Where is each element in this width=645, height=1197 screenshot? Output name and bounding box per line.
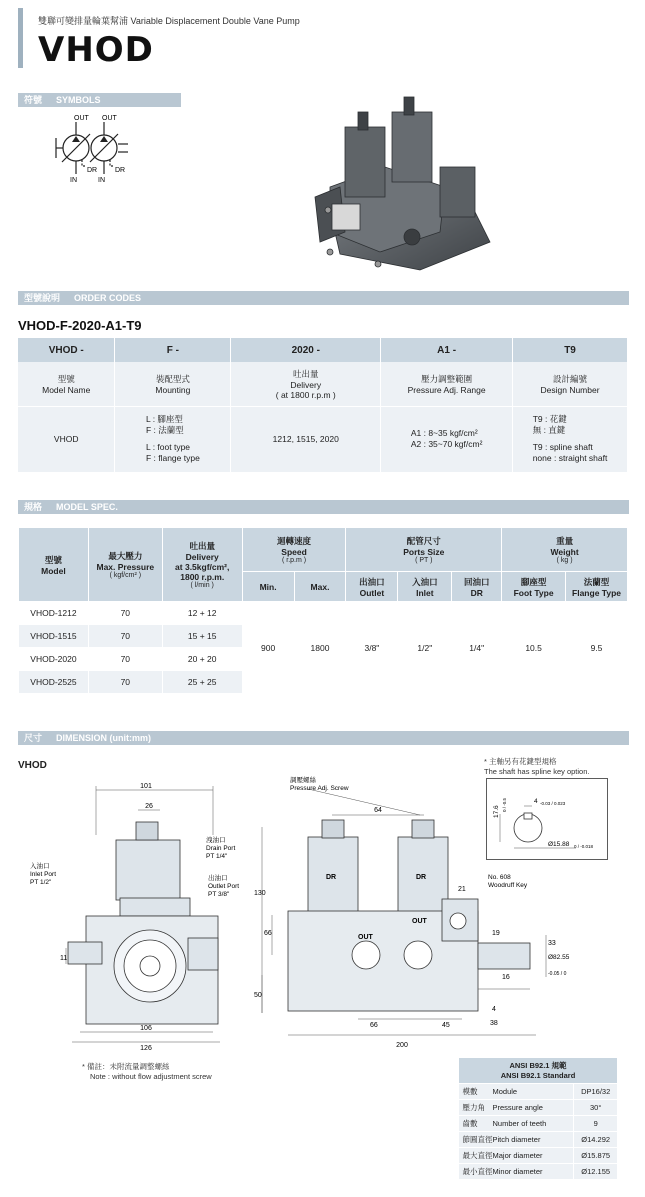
spec-h-outlet-en: Outlet — [359, 587, 385, 598]
spec-weight-foot: 10.5 — [502, 602, 566, 694]
symbol-in-2: IN — [98, 177, 105, 184]
front-outlet-pt: PT 3/8" — [208, 891, 230, 898]
shaft-dim-176-tol: 0 / -0.5 — [502, 797, 507, 812]
section-symbols-zh: 符號 — [24, 95, 43, 105]
spec-h-speed — [242, 528, 346, 572]
spec-h-pressure — [88, 528, 162, 602]
spec-model: VHOD-1515 — [19, 625, 89, 648]
side-out-1: OUT — [358, 934, 373, 941]
spec-h-inlet — [398, 572, 452, 602]
design-none-zh: 無 : 直鍵 — [532, 425, 566, 436]
section-order-codes-zh: 型號說明 — [24, 293, 61, 303]
front-outlet-en: Outlet Port — [208, 883, 240, 890]
shaft-dim-4: 4 — [534, 798, 538, 805]
spec-delivery: 20 + 20 — [162, 648, 242, 671]
ansi-module-zh: 模數 — [462, 1087, 478, 1096]
hydraulic-symbol — [48, 108, 138, 184]
spec-h-outlet — [346, 572, 398, 602]
ansi-pitch-zh: 節圓直徑 — [462, 1135, 493, 1144]
side-dim-4: 4 — [492, 1006, 496, 1013]
front-dim-106: 106 — [140, 1025, 152, 1032]
spec-h-sp-en: Speed — [281, 547, 307, 557]
order-name-design — [513, 362, 628, 406]
side-out-2: OUT — [412, 918, 427, 925]
order-name-mounting — [115, 362, 231, 406]
spec-header-row-1 — [19, 528, 628, 572]
ansi-standard-table — [458, 1057, 618, 1180]
side-dim-8255-tol: -0.05 / 0 — [548, 971, 567, 977]
order-name-delivery-zh: 吐出量 — [293, 368, 319, 379]
order-name-delivery-en: Delivery — [290, 379, 322, 390]
spec-h-dr-en: DR — [470, 587, 483, 598]
ansi-title-en: ANSI B92.1 Standard — [500, 1070, 576, 1080]
spline-note-zh: * 主軸另有花鍵型規格 — [484, 757, 557, 766]
side-dim-21: 21 — [458, 886, 466, 893]
order-value-mounting — [115, 406, 231, 472]
front-inlet-pt: PT 1/2" — [30, 879, 52, 886]
spec-h-dr-zh: 回油口 — [463, 576, 490, 587]
spec-model: VHOD-2525 — [19, 671, 89, 694]
section-model-spec-zh: 規格 — [24, 502, 43, 512]
section-order-codes — [18, 291, 629, 305]
symbol-out-1: OUT — [74, 115, 89, 122]
spline-note-en: The shaft has spline key option. — [484, 766, 590, 776]
ansi-pitch-en: Pitch diameter — [492, 1135, 541, 1144]
order-value-model: VHOD — [18, 406, 115, 472]
ansi-row-major — [459, 1148, 618, 1164]
spec-h-wt-zh: 重量 — [556, 536, 574, 546]
ansi-teeth-en: Number of teeth — [492, 1119, 547, 1128]
order-code-example: VHOD-F-2020-A1-T9 — [18, 318, 142, 333]
order-header-pressure: A1 - — [381, 338, 513, 362]
spec-port-inlet: 1/2" — [398, 602, 452, 694]
order-name-model-zh: 型號 — [57, 373, 75, 384]
front-drain-pt: PT 1/4" — [206, 853, 228, 860]
front-view-drawing — [28, 780, 240, 1052]
ansi-row-pressure-angle — [459, 1100, 618, 1116]
ansi-row-minor — [459, 1164, 618, 1180]
spec-speed-min: 900 — [242, 602, 294, 694]
spec-h-model — [19, 528, 89, 602]
mounting-l-zh: L : 腳座型 — [145, 413, 183, 424]
ansi-major-zh: 最大直徑 — [462, 1151, 493, 1160]
spec-delivery: 25 + 25 — [162, 671, 242, 694]
order-name-delivery — [231, 362, 381, 406]
flow-screw-note-zh: * 備註：未附流量調整螺絲 — [82, 1062, 170, 1071]
ansi-teeth-zh: 齒數 — [462, 1119, 478, 1128]
spec-h-wt-en: Weight — [550, 547, 579, 557]
front-outlet-zh: 出油口 — [208, 875, 228, 882]
design-t9-en: T9 : spline shaft — [532, 441, 593, 452]
spec-h-dr — [452, 572, 502, 602]
spec-model: VHOD-2020 — [19, 648, 89, 671]
order-header-design: T9 — [513, 338, 628, 362]
side-woodruff-en: Woodruff Key — [488, 882, 528, 889]
spec-h-min: Min. — [242, 572, 294, 602]
ansi-title-row — [459, 1058, 618, 1084]
order-name-pressure-zh: 壓力調整範圍 — [421, 373, 473, 384]
design-none-en: none : straight shaft — [532, 453, 608, 464]
order-header-model: VHOD - — [18, 338, 115, 362]
side-adj-en: Pressure Adj. Screw — [290, 785, 349, 792]
front-dim-11: 11 — [60, 955, 68, 962]
side-dim-19: 19 — [492, 930, 500, 937]
order-name-mounting-zh: 裝配型式 — [155, 373, 190, 384]
side-dr-2: DR — [416, 874, 427, 881]
ansi-module-value: DP16/32 — [574, 1084, 618, 1100]
side-dim-16: 16 — [502, 974, 510, 981]
section-symbols — [18, 93, 181, 107]
ansi-major-en: Major diameter — [492, 1151, 543, 1160]
front-inlet-zh: 入油口 — [30, 863, 50, 870]
side-dr-1: DR — [326, 874, 337, 881]
ansi-angle-value: 30° — [574, 1100, 618, 1116]
spec-row-1212 — [19, 602, 628, 625]
spec-h-mp-unit: ( kgf/cm² ) — [109, 572, 142, 579]
side-dim-38: 38 — [490, 1020, 498, 1027]
section-model-spec-en: MODEL SPEC. — [56, 502, 118, 512]
ansi-title-zh: ANSI B92.1 規範 — [509, 1060, 567, 1070]
spec-h-ps-unit: ( PT ) — [415, 557, 433, 564]
pressure-a2: A2 : 35~70 kgf/cm² — [410, 439, 483, 450]
symbol-dr-1: DR — [87, 167, 98, 174]
order-name-design-zh: 設計編號 — [553, 373, 588, 384]
spec-port-outlet: 3/8" — [346, 602, 398, 694]
ansi-minor-en: Minor diameter — [492, 1167, 543, 1176]
shaft-dim-4-tol: -0.03 / 0.023 — [540, 801, 566, 806]
spec-h-dl-l2: at 3.5kgf/cm², — [175, 562, 230, 572]
order-name-mounting-en: Mounting — [155, 384, 191, 395]
ansi-pitch-value: Ø14.292 — [574, 1132, 618, 1148]
spec-h-dl-l3: 1800 r.p.m. — [180, 572, 225, 582]
mounting-f-zh: F : 法蘭型 — [145, 425, 184, 436]
order-name-model-en: Model Name — [42, 384, 91, 395]
spline-note — [484, 757, 589, 777]
spec-h-ps-en: Ports Size — [403, 547, 445, 557]
spec-h-dl-en: Delivery — [185, 552, 219, 562]
shaft-section-drawing — [486, 778, 608, 860]
side-dim-130: 130 — [254, 890, 266, 897]
spec-h-flange-en: Flange Type — [572, 587, 621, 598]
spec-h-foot — [502, 572, 566, 602]
side-dim-45: 45 — [442, 1022, 450, 1029]
front-dim-126: 126 — [140, 1045, 152, 1052]
spec-pressure: 70 — [88, 602, 162, 625]
spec-pressure: 70 — [88, 625, 162, 648]
spec-h-max: Max. — [294, 572, 346, 602]
page-subtitle: 雙聯可變排量輪葉幫浦 Variable Displacement Double Vane Pump — [38, 16, 300, 26]
section-model-spec — [18, 500, 629, 514]
front-drain-zh: 洩油口 — [206, 837, 226, 844]
spec-h-delivery — [162, 528, 242, 602]
spec-delivery: 12 + 12 — [162, 602, 242, 625]
side-adj-zh: 調壓螺絲 — [290, 777, 316, 784]
spec-h-dl-zh: 吐出量 — [189, 541, 215, 551]
ansi-angle-zh: 壓力角 — [462, 1103, 485, 1112]
spec-h-ps-zh: 配管尺寸 — [406, 536, 441, 546]
spec-h-inlet-en: Inlet — [416, 587, 434, 598]
side-dim-33: 33 — [548, 940, 556, 947]
spec-h-inlet-zh: 入油口 — [412, 576, 438, 587]
spec-h-sp-unit: ( r.p.m ) — [281, 557, 307, 564]
spec-h-dl-unit: ( l/min ) — [190, 582, 214, 589]
side-dim-66: 66 — [370, 1022, 378, 1029]
side-dim-200: 200 — [396, 1042, 408, 1049]
section-dimension — [18, 731, 629, 745]
ansi-minor-zh: 最小直徑 — [462, 1167, 493, 1176]
mounting-f-en: F : flange type — [145, 453, 200, 464]
spec-h-ports — [346, 528, 502, 572]
ansi-minor-value: Ø12.155 — [574, 1164, 618, 1180]
dimension-model-label: VHOD — [18, 760, 47, 771]
flow-screw-note — [82, 1062, 212, 1082]
spec-h-model-zh: 型號 — [44, 554, 62, 565]
spec-h-foot-zh: 腳座型 — [520, 576, 547, 587]
symbol-out-2: OUT — [102, 115, 117, 122]
order-table-values-row — [18, 406, 628, 472]
spec-h-flange-zh: 法蘭型 — [583, 576, 610, 587]
front-dim-101: 101 — [140, 783, 152, 790]
shaft-dim-1588-tol: 0 / -0.018 — [574, 844, 594, 849]
section-dimension-zh: 尺寸 — [24, 733, 43, 743]
ansi-row-module — [459, 1084, 618, 1100]
side-dim-66v: 66 — [264, 930, 272, 937]
symbol-in-1: IN — [70, 177, 77, 184]
spec-model: VHOD-1212 — [19, 602, 89, 625]
order-name-delivery-extra: ( at 1800 r.p.m ) — [275, 389, 336, 400]
order-value-delivery: 1212, 1515, 2020 — [231, 406, 381, 472]
front-inlet-en: Inlet Port — [30, 871, 57, 878]
pressure-a1: A1 : 8~35 kgf/cm² — [410, 427, 478, 438]
order-value-pressure — [381, 406, 513, 472]
shaft-dim-1588: Ø15.88 — [548, 841, 570, 848]
order-table-names-row — [18, 362, 628, 406]
order-header-mounting: F - — [115, 338, 231, 362]
ansi-major-value: Ø15.875 — [574, 1148, 618, 1164]
symbol-dr-2: DR — [115, 167, 126, 174]
ansi-title — [459, 1058, 618, 1084]
design-t9-zh: T9 : 花鍵 — [532, 413, 567, 424]
spec-h-foot-en: Foot Type — [513, 587, 554, 598]
ansi-module-en: Module — [492, 1087, 518, 1096]
spec-h-mp-en: Max. Pressure — [96, 562, 155, 572]
order-name-pressure — [381, 362, 513, 406]
spec-weight-flange: 9.5 — [566, 602, 628, 694]
side-woodruff-no: No. 608 — [488, 874, 511, 881]
order-value-design — [513, 406, 628, 472]
order-table-header-row — [18, 338, 628, 362]
front-dim-26: 26 — [145, 803, 153, 810]
spec-h-flange — [566, 572, 628, 602]
side-dim-50: 50 — [254, 992, 262, 999]
order-header-delivery: 2020 - — [231, 338, 381, 362]
section-dimension-en: DIMENSION (unit:mm) — [56, 733, 152, 743]
section-order-codes-en: ORDER CODES — [74, 293, 142, 303]
front-drain-en: Drain Port — [206, 845, 236, 852]
flow-screw-note-en: Note : without flow adjustment screw — [90, 1072, 212, 1082]
spec-pressure: 70 — [88, 648, 162, 671]
side-dim-64: 64 — [374, 807, 382, 814]
order-code-table — [18, 338, 628, 472]
order-name-model — [18, 362, 115, 406]
ansi-row-pitch — [459, 1132, 618, 1148]
spec-h-wt-unit: ( kg ) — [556, 557, 573, 564]
spec-h-outlet-zh: 出油口 — [359, 576, 385, 587]
ansi-row-teeth — [459, 1116, 618, 1132]
model-spec-table — [18, 527, 628, 694]
spec-h-model-en: Model — [41, 565, 66, 576]
section-symbols-en: SYMBOLS — [56, 95, 101, 105]
pump-product-image — [300, 92, 495, 282]
order-name-design-en: Design Number — [540, 384, 600, 395]
page-title: VHOD — [38, 30, 154, 70]
order-name-pressure-en: Pressure Adj. Range — [407, 384, 486, 395]
mounting-l-en: L : foot type — [145, 441, 191, 452]
spec-h-sp-zh: 迴轉速度 — [277, 536, 312, 546]
shaft-dim-176: 17.6 — [493, 805, 500, 818]
spec-h-mp-zh: 最大壓力 — [108, 551, 143, 561]
spec-delivery: 15 + 15 — [162, 625, 242, 648]
spec-port-dr: 1/4" — [452, 602, 502, 694]
spec-pressure: 70 — [88, 671, 162, 694]
spec-speed-max: 1800 — [294, 602, 346, 694]
ansi-angle-en: Pressure angle — [492, 1103, 543, 1112]
ansi-teeth-value: 9 — [574, 1116, 618, 1132]
side-dim-8255: Ø82.55 — [548, 954, 570, 961]
header-accent-bar — [18, 8, 23, 68]
spec-h-weight — [502, 528, 628, 572]
